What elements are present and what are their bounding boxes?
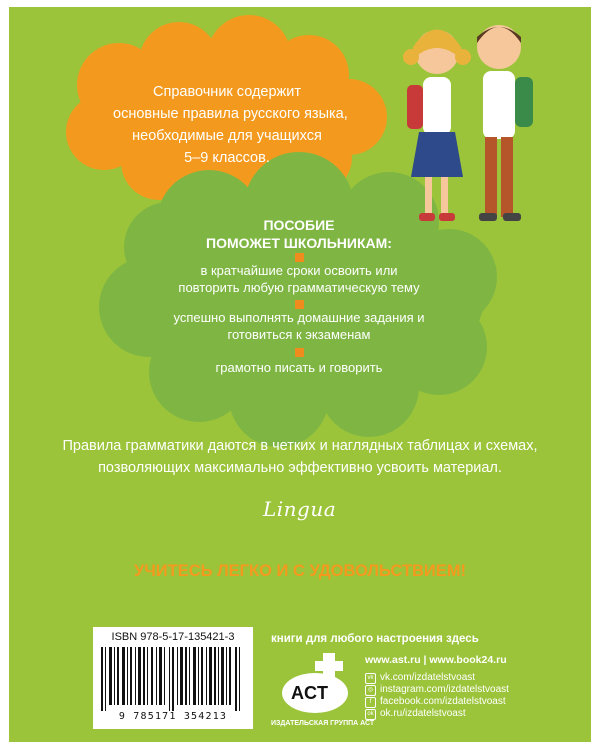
social-link-text: vk.com/izdatelstvoast [380, 672, 476, 683]
barcode-digits: 9 785171 354213 [118, 711, 228, 722]
instagram-icon: ◎ [365, 685, 376, 696]
ast-logo-text: ACT [291, 683, 328, 703]
social-link-text: instagram.com/izdatelstvoast [380, 684, 509, 695]
publisher-name: ИЗДАТЕЛЬСКАЯ ГРУППА АСТ [271, 720, 375, 727]
books-title: книги для любого настроения здесь [271, 633, 479, 645]
slogan: УЧИТЕСЬ ЛЕГКО И С УДОВОЛЬСТВИЕМ! [133, 562, 467, 580]
help-item-3: грамотно писать и говорить [215, 360, 383, 375]
website-links[interactable]: www.ast.ru | www.book24.ru [365, 654, 507, 666]
social-link-facebook[interactable] [365, 696, 509, 708]
help-heading-line: ПОМОЖЕТ ШКОЛЬНИКАМ: [206, 235, 392, 251]
social-links [365, 672, 509, 720]
help-heading [189, 216, 409, 252]
social-link-text: facebook.com/izdatelstvoast [380, 696, 506, 707]
rules-line: Правила грамматики даются в четких и наглядных таблицах и схемах, [62, 438, 538, 454]
intro-text [113, 81, 348, 169]
social-link-instagram[interactable] [365, 684, 509, 696]
barcode [93, 627, 253, 729]
rules-text [9, 435, 591, 479]
intro-line: 5–9 классов. [184, 150, 270, 166]
ast-logo [281, 653, 351, 717]
orange-bullet [295, 300, 304, 309]
orange-bullet [295, 348, 304, 357]
isbn-number: ISBN 978-5-17-135421-3 [111, 631, 235, 643]
help-item-1: в кратчайшие сроки освоить или повторить любую грамматическую тему [178, 263, 420, 295]
intro-line: основные правила русского языка, [113, 106, 348, 122]
facebook-icon: f [365, 697, 376, 708]
social-link-vk[interactable] [365, 672, 509, 684]
lingua-logo: Lingua [263, 497, 337, 521]
intro-line: необходимые для учащихся [132, 128, 322, 144]
barcode-bars [101, 647, 245, 711]
book-back-cover [9, 7, 591, 742]
rules-line: позволяющих максимально эффективно усвоить материал. [98, 460, 502, 476]
help-item-2: успешно выполнять домашние задания и готовиться к экзаменам [173, 310, 425, 342]
social-link-ok[interactable] [365, 708, 509, 720]
ok-icon: ok [365, 709, 376, 720]
help-heading-line: ПОСОБИЕ [263, 217, 335, 233]
orange-bullet [295, 253, 304, 262]
vk-icon: vk [365, 673, 376, 684]
intro-line: Справочник содержит [153, 84, 301, 100]
social-link-text: ok.ru/izdatelstvoast [380, 708, 466, 719]
